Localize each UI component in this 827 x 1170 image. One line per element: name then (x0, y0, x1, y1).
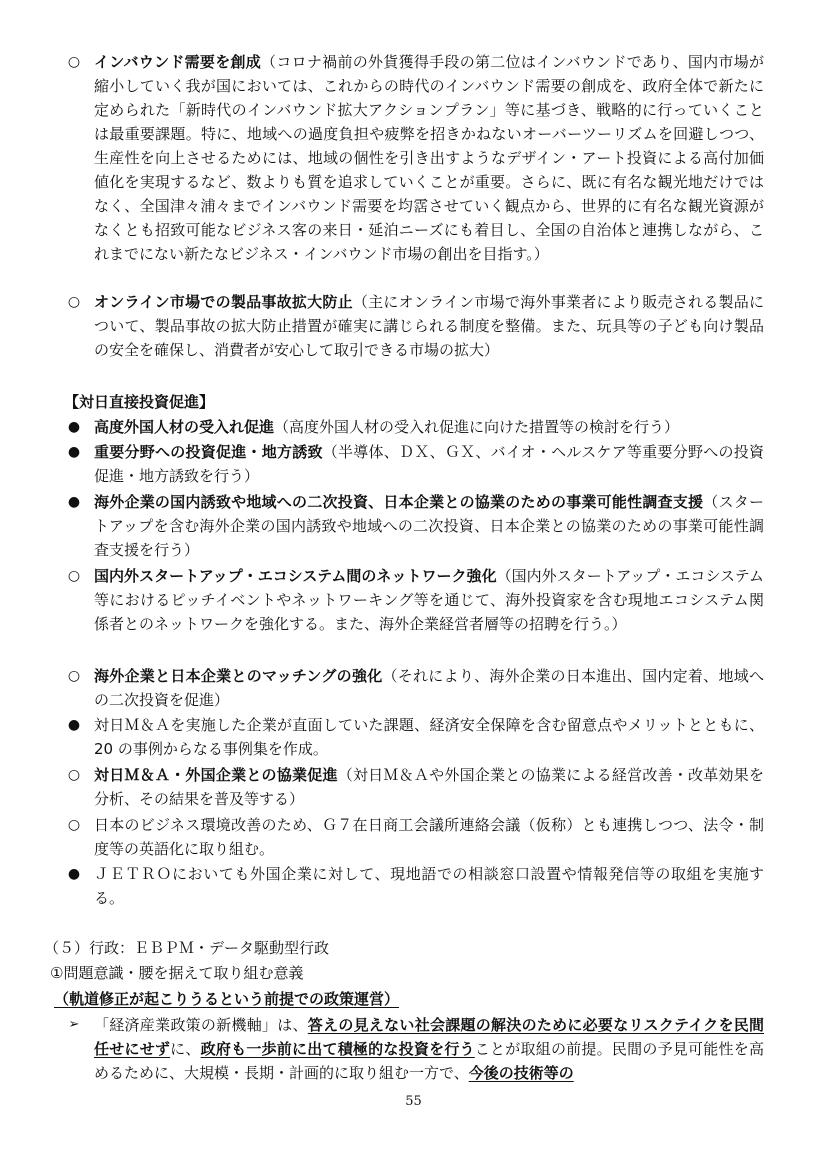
list-item (64, 415, 764, 439)
list-item (64, 664, 764, 712)
item-title: 高度外国人材の受入れ促進 (94, 418, 275, 436)
item-body: （半導体、ＤＸ、ＧＸ、バイオ・ヘルスケア等重要分野への投資促進・地方誘致を行う） (94, 443, 764, 485)
open-circle-bullet: ○ (67, 767, 81, 783)
item-body: （それにより、海外企業の日本進出、国内定着、地域への二次投資を促進） (94, 667, 764, 709)
section-subheading: （軌道修正が起こりうるという前提での政策運営） (54, 990, 400, 1008)
list-item (64, 713, 764, 761)
list-item (64, 1013, 764, 1085)
para-segment: ことが取組の前提。民間の予見可能性を高めるために、大規模・長期・計画的に取り組む一方で、 (94, 1040, 764, 1082)
arrow-bullet-icon: ➢ (68, 1017, 80, 1032)
filled-circle-bullet: ● (67, 494, 81, 510)
item-title: 海外企業と日本企業とのマッチングの強化 (94, 667, 383, 685)
open-circle-bullet: ○ (67, 54, 81, 70)
item-title: インバウンド需要を創成 (94, 53, 262, 71)
section-heading: 【対日直接投資促進】 (64, 393, 215, 411)
list-item (64, 440, 764, 488)
list-item (64, 490, 764, 562)
item-title: オンライン市場での製品事故拡大防止 (94, 293, 353, 311)
item-body: （スタートアップを含む海外企業の国内誘致や地域への二次投資、日本企業との協業のための事業可能性調査支援を行う） (94, 493, 764, 559)
list-item (64, 50, 764, 266)
item-title: 海外企業の国内誘致や地域への二次投資、日本企業との協業のための事業可能性調査支援 (94, 493, 704, 511)
list-item (64, 862, 764, 910)
open-circle-bullet: ○ (67, 668, 81, 684)
para-segment: に、 (170, 1040, 201, 1058)
item-body: ＪＥＴＲＯにおいても外国企業に対して、現地語での相談窓口設置や情報発信等の取組を実施する。 (94, 865, 764, 907)
section-title: （５）行政：ＥＢＰＭ・データ駆動型行政 (44, 939, 330, 957)
para-segment: 「経済産業政策の新機軸」は、 (94, 1016, 308, 1034)
open-circle-bullet: ○ (67, 294, 81, 310)
item-body: （コロナ禍前の外貨獲得手段の第二位はインバウンドであり、国内市場が縮小していく我が国においては、これからの時代のインバウンド需要の創成を、政府全体で新たに定められた「新時代のインバウンド拡大アクションプラン」等に基づき、戦略的に行っていくことは最重要課題。特に、地域への過度負担や疲弊を招きかねないオーバーツーリズムを回避しつつ、生産性を向上させるためには、地域の個性を引き出すようなデザイン・アート投資による高付加価値化を実現するなど、数よりも質を追求していくことが重要。さらに、既に有名な観光地だけではなく、全国津々浦々までインバウンド需要を均霑させていく観点から、世界的に有名な観光資源がなくとも招致可能なビジネス客の来日・延泊ニーズにも着目し、全国の自治体と連携しながら、これまでにない新たなビジネス・インバウンド市場の創出を目指す。） (94, 53, 764, 263)
list-item (64, 290, 764, 362)
item-body: （高度外国人材の受入れ促進に向けた措置等の検討を行う） (274, 418, 680, 436)
filled-circle-bullet: ● (67, 444, 81, 460)
item-body: （主にオンライン市場で海外事業者により販売される製品について、製品事故の拡大防止措置が確実に講じられる制度を整備。また、玩具等の子ども向け製品の安全を確保し、消費者が安心して取引できる市場の拡大） (94, 293, 764, 359)
list-item (64, 763, 764, 811)
filled-circle-bullet: ● (67, 866, 81, 882)
open-circle-bullet: ○ (67, 568, 81, 584)
item-title: 国内外スタートアップ・エコシステム間のネットワーク強化 (94, 567, 497, 585)
para-emphasis: 今後の技術等の (468, 1064, 574, 1082)
item-body: （対日Ｍ＆Ａや外国企業との協業による経営改善・改革効果を分析、その結果を普及等する） (94, 766, 764, 808)
item-title: 重要分野への投資促進・地方誘致 (94, 443, 323, 461)
section-subtitle: ①問題意識・腰を据えて取り組む意義 (50, 964, 304, 982)
item-body: 対日Ｍ＆Ａを実施した企業が直面していた課題、経済安全保障を含む留意点やメリットとともに、20 の事例からなる事例集を作成。 (94, 716, 764, 758)
page-number: 55 (405, 1094, 422, 1109)
open-circle-bullet: ○ (67, 817, 81, 833)
filled-circle-bullet: ● (67, 419, 81, 435)
item-title: 対日Ｍ＆Ａ・外国企業との協業促進 (94, 766, 338, 784)
para-emphasis: 政府も一歩前に出て積極的な投資を行う (200, 1040, 475, 1058)
para-emphasis: 答えの見えない社会課題の解決のために必要なリスクテイクを民間任せにせず (94, 1016, 764, 1058)
list-item (64, 813, 764, 861)
item-body: 日本のビジネス環境改善のため、Ｇ７在日商工会議所連絡会議（仮称）とも連携しつつ、法令・制度等の英語化に取り組む。 (94, 816, 764, 858)
item-body: （国内外スタートアップ・エコシステム等におけるピッチイベントやネットワーキング等を通じて、海外投資家を含む現地エコシステム関係者とのネットワークを強化する。また、海外企業経営者層等の招聘を行う。） (94, 567, 764, 633)
filled-circle-bullet: ● (67, 717, 81, 733)
list-item (64, 564, 764, 636)
